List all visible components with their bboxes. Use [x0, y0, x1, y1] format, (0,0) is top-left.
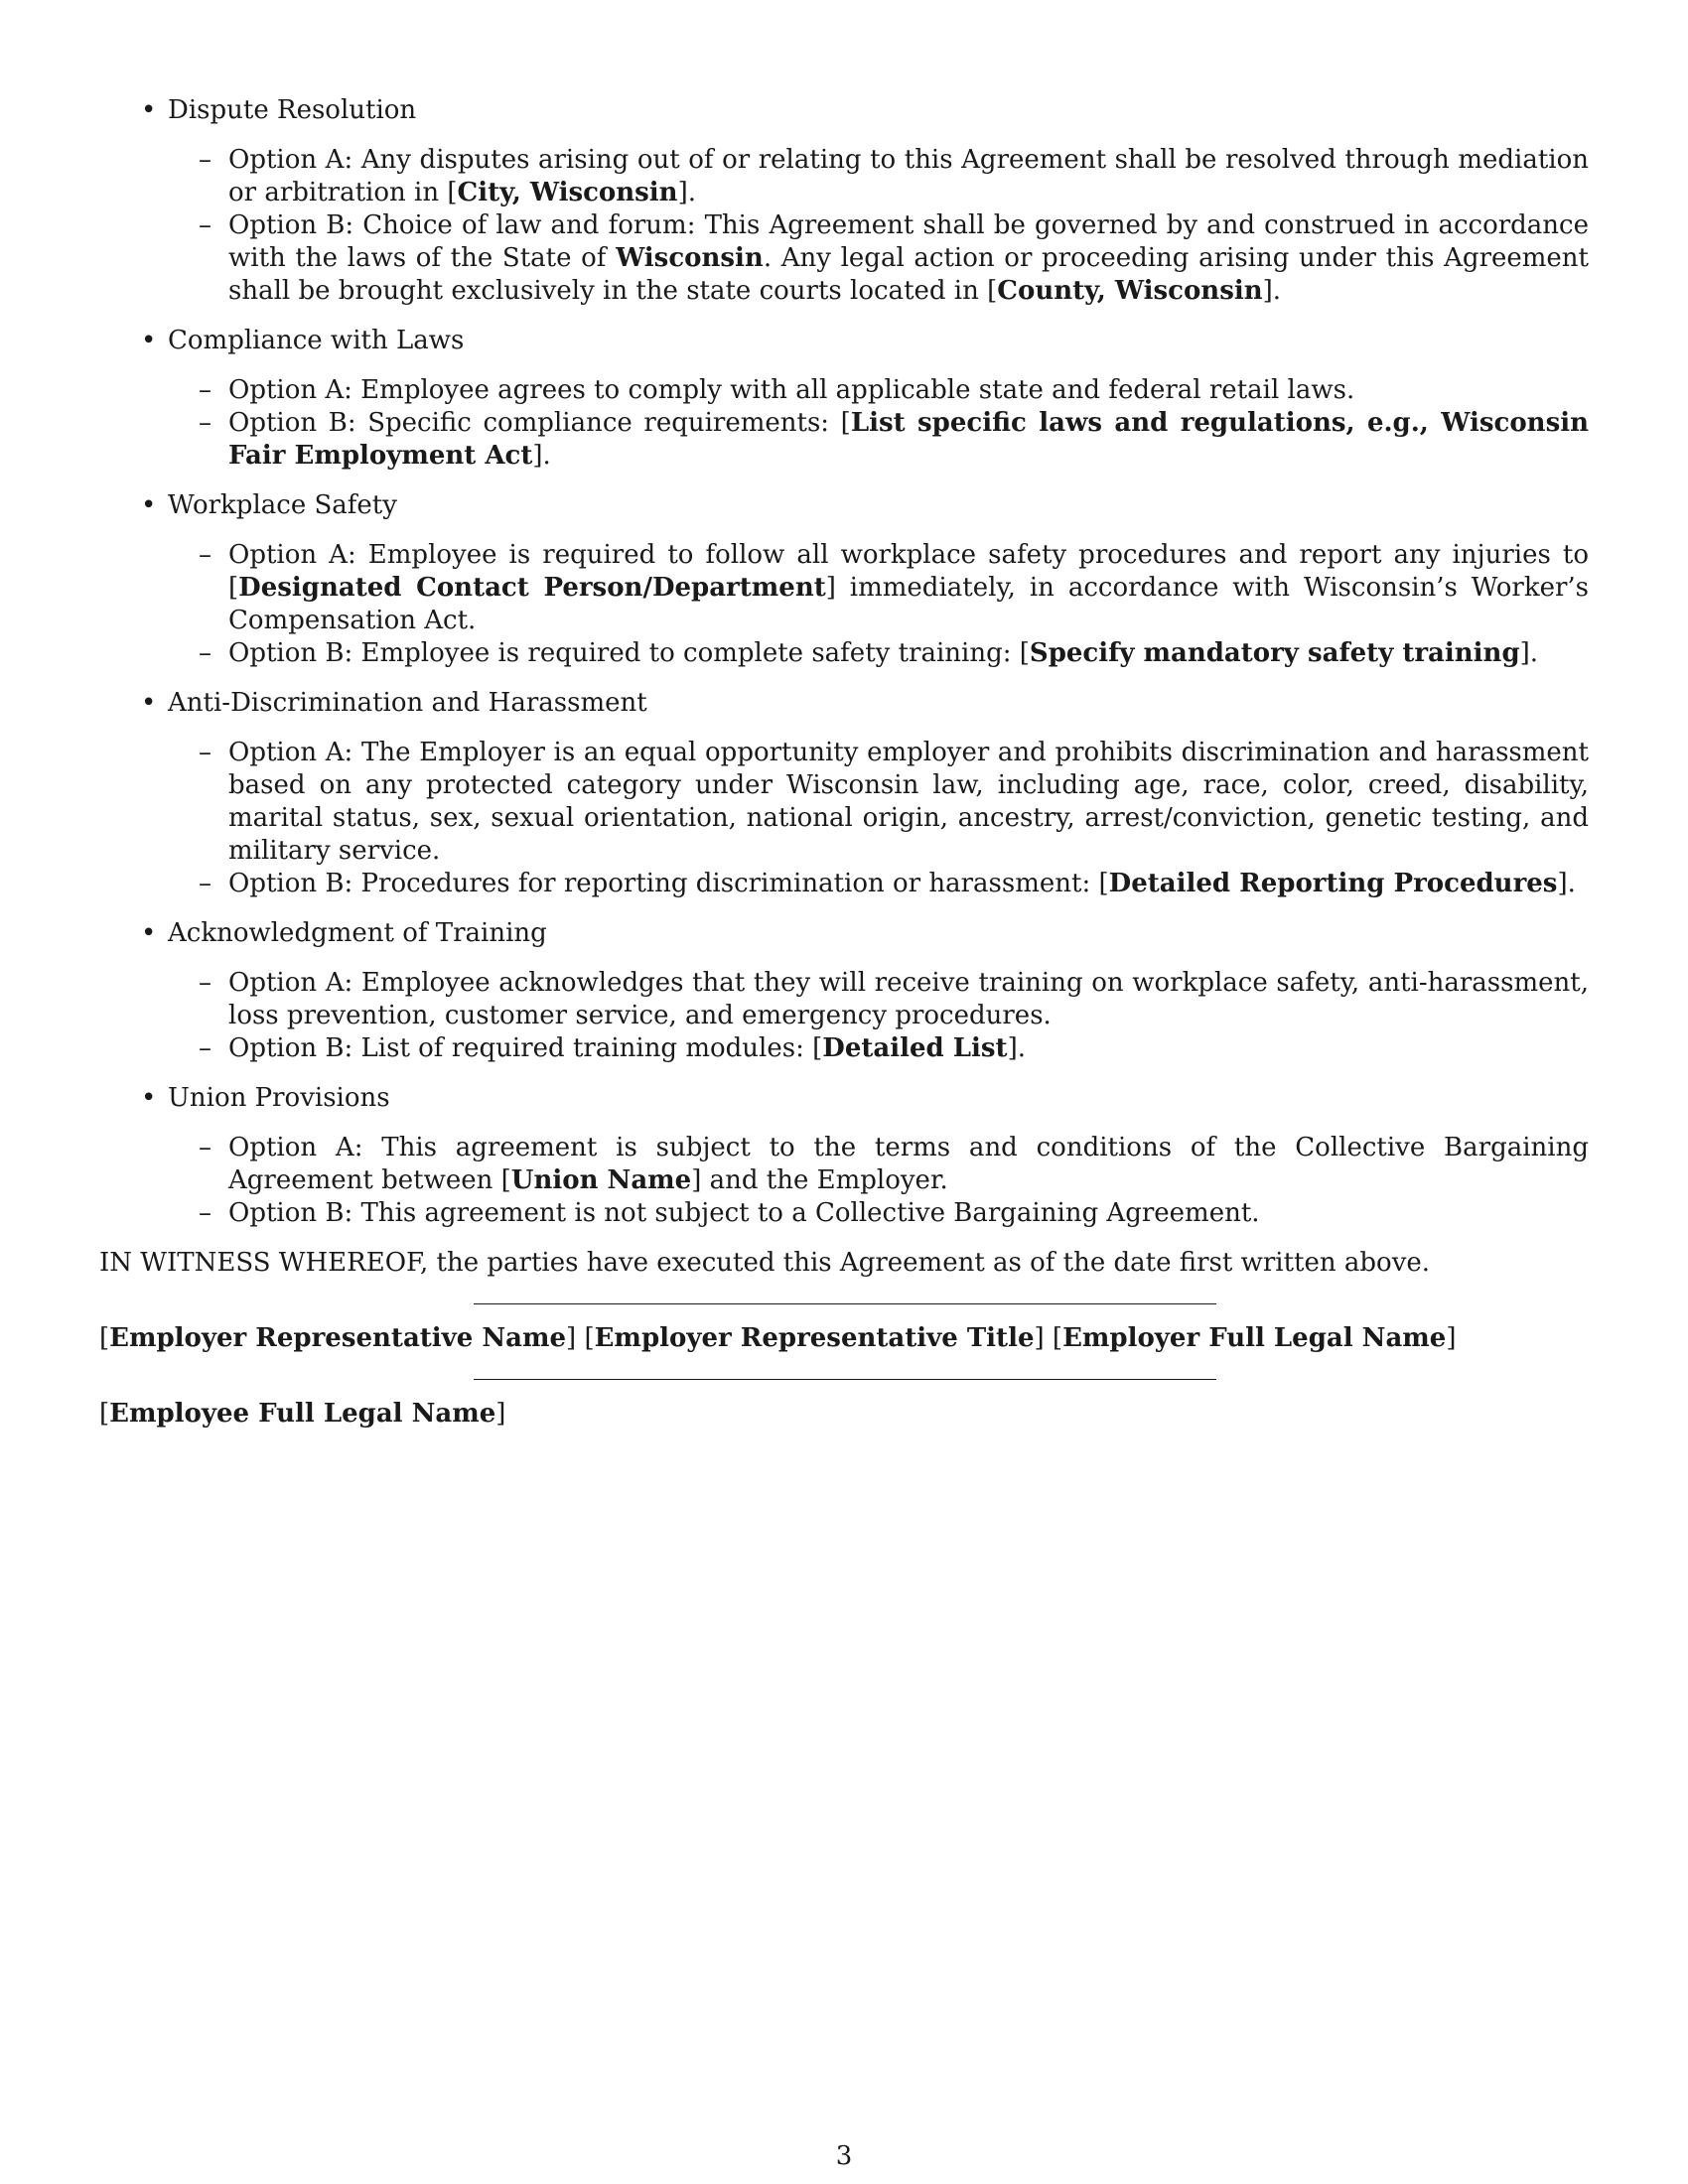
employee-signature-placeholder: Employee Full Legal Name: [109, 1399, 496, 1429]
clause-section: [99, 1082, 1589, 1230]
clause-heading: [99, 687, 1589, 720]
option-text: Option B: This agreement is not subject to a Collective Bargaining Agreement.: [228, 1198, 1260, 1228]
option-item: [99, 144, 1589, 209]
employer-signature-text: ]: [1446, 1323, 1457, 1353]
bullet-icon: •: [141, 688, 157, 718]
employee-signature-text: [: [99, 1399, 110, 1429]
dash-icon: –: [199, 540, 211, 570]
option-placeholder: Designated Contact Person/Department: [238, 573, 826, 603]
employer-signature-text: ] [: [1034, 1323, 1063, 1353]
clause-heading: [99, 325, 1589, 357]
option-item: [99, 407, 1589, 473]
option-text: ].: [1557, 869, 1576, 898]
option-text: [: [987, 276, 998, 306]
option-text: [: [840, 408, 851, 438]
bullet-icon: •: [141, 326, 157, 355]
option-text: ].: [1519, 638, 1539, 668]
option-list: [99, 1132, 1589, 1230]
document-page: [99, 94, 1589, 1431]
option-text: Option B: Choice of law and forum: This Agreement shall be governed by and construed in accordance with the laws of the State of: [228, 210, 1589, 273]
bullet-icon: •: [141, 95, 157, 125]
bullet-icon: •: [141, 918, 157, 948]
bullet-icon: •: [141, 490, 157, 520]
dash-icon: –: [199, 375, 211, 405]
option-list: [99, 144, 1589, 308]
employer-signature-line: [474, 1303, 1216, 1304]
dash-icon: –: [199, 1198, 211, 1228]
employee-signature-line: [474, 1379, 1216, 1380]
option-text: [: [447, 178, 458, 207]
option-text: [: [500, 1165, 511, 1195]
dash-icon: –: [199, 738, 211, 767]
option-text: Option A: The Employer is an equal opportunity employer and prohibits discrimination and harassment based on any protected category under Wisconsin law, including age, race, color, creed, disability, marital status, sex, sexual orientation, national origin, ancestry, arrest/conviction, genetic testing, and military service.: [228, 738, 1589, 866]
option-text: [: [1098, 869, 1109, 898]
employee-signature-block: [99, 1398, 1589, 1431]
option-text: ].: [532, 441, 551, 471]
clause-section: [99, 94, 1589, 308]
clause-section: [99, 325, 1589, 473]
option-text: ].: [1262, 276, 1282, 306]
dash-icon: –: [199, 1033, 211, 1063]
clause-list: [99, 94, 1589, 1230]
option-placeholder: Wisconsin: [616, 243, 764, 273]
option-item: [99, 868, 1589, 900]
option-list: [99, 539, 1589, 670]
option-item: [99, 209, 1589, 308]
dash-icon: –: [199, 145, 211, 175]
option-item: [99, 967, 1589, 1032]
option-text: Option B: Specific compliance requirements:: [228, 408, 841, 438]
employer-signature-text: ] [: [566, 1323, 595, 1353]
bullet-icon: •: [141, 1083, 157, 1113]
option-text: Option B: Employee is required to complete safety training:: [228, 638, 1020, 668]
witness-statement: IN WITNESS WHEREOF, the parties have executed this Agreement as of the date first written above.: [99, 1248, 1431, 1278]
option-text: [: [228, 573, 239, 603]
option-list: [99, 737, 1589, 900]
clause-title: Workplace Safety: [168, 490, 397, 520]
clause-heading: [99, 1082, 1589, 1115]
clause-heading: [99, 94, 1589, 127]
option-item: [99, 1132, 1589, 1197]
option-text: Option A: Any disputes arising out of or relating to this Agreement shall be resolved through mediation or arbitration in: [228, 145, 1589, 207]
clause-section: [99, 687, 1589, 900]
option-text: [: [1019, 638, 1030, 668]
option-text: Option A: Employee acknowledges that they will receive training on workplace safety, anti-harassment, loss prevention, customer service, and emergency procedures.: [228, 968, 1589, 1030]
option-text: Option A: Employee agrees to comply with all applicable state and federal retail laws.: [228, 375, 1355, 405]
clause-heading: [99, 917, 1589, 950]
option-text: ].: [1007, 1033, 1026, 1063]
option-item: [99, 637, 1589, 670]
option-placeholder: List specific laws and regulations, e.g., Wisconsin Fair Employment Act: [228, 408, 1589, 471]
dash-icon: –: [199, 968, 211, 998]
clause-title: Compliance with Laws: [168, 326, 465, 355]
option-item: [99, 539, 1589, 637]
option-text: [: [812, 1033, 823, 1063]
option-placeholder: City, Wisconsin: [457, 178, 678, 207]
employer-signature-text: [: [99, 1323, 110, 1353]
clause-title: Acknowledgment of Training: [168, 918, 547, 948]
clause-title: Anti-Discrimination and Harassment: [168, 688, 647, 718]
option-list: [99, 967, 1589, 1065]
option-text: ] immediately, in accordance with Wisconsin’s Worker’s Compensation Act.: [228, 573, 1589, 635]
employer-signature-placeholder: Employer Representative Name: [109, 1323, 567, 1353]
option-item: [99, 1197, 1589, 1230]
clause-heading: [99, 489, 1589, 522]
option-text: . Any legal action or proceeding arising under this Agreement shall be brought exclusively in the state courts located in: [228, 243, 1589, 306]
option-placeholder: Detailed List: [822, 1033, 1008, 1063]
option-item: [99, 1032, 1589, 1065]
option-item: [99, 374, 1589, 407]
dash-icon: –: [199, 869, 211, 898]
employer-signature-block: [99, 1322, 1589, 1355]
option-list: [99, 374, 1589, 473]
clause-title: Dispute Resolution: [168, 95, 417, 125]
option-item: [99, 737, 1589, 868]
option-text: ].: [677, 178, 697, 207]
option-placeholder: Specify mandatory safety training: [1029, 638, 1520, 668]
employer-signature-placeholder: Employer Representative Title: [594, 1323, 1035, 1353]
option-text: Option B: Procedures for reporting discrimination or harassment:: [228, 869, 1099, 898]
employer-signature-placeholder: Employer Full Legal Name: [1062, 1323, 1447, 1353]
clause-section: [99, 489, 1589, 670]
employee-signature-text: ]: [495, 1399, 506, 1429]
page-number: 3: [835, 2141, 853, 2171]
option-text: Option B: List of required training modules:: [228, 1033, 813, 1063]
dash-icon: –: [199, 638, 211, 668]
option-text: ] and the Employer.: [691, 1165, 948, 1195]
dash-icon: –: [199, 210, 211, 240]
option-placeholder: Detailed Reporting Procedures: [1108, 869, 1558, 898]
option-text: Option A: This agreement is subject to the terms and conditions of the Collective Bargaining Agreement between: [228, 1133, 1589, 1195]
option-placeholder: County, Wisconsin: [997, 276, 1263, 306]
option-placeholder: Union Name: [510, 1165, 692, 1195]
dash-icon: –: [199, 1133, 211, 1162]
option-text: Option A: Employee is required to follow all workplace safety procedures and report any injuries to: [228, 540, 1589, 570]
dash-icon: –: [199, 408, 211, 438]
clause-title: Union Provisions: [168, 1083, 390, 1113]
clause-section: [99, 917, 1589, 1065]
